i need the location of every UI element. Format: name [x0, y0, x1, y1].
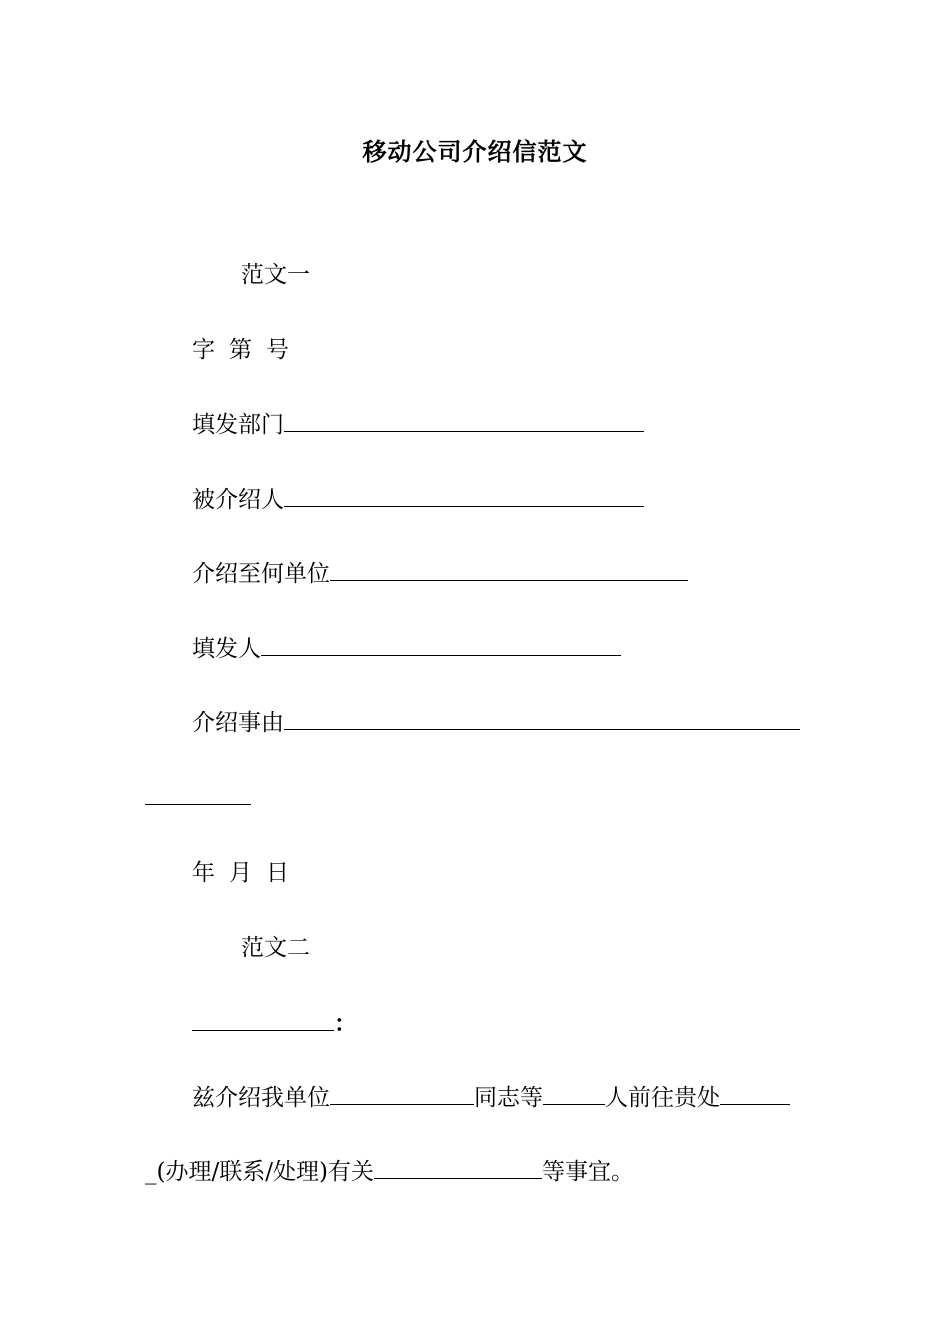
sample2-heading: 范文二 — [241, 935, 310, 961]
body-text-3: 人前往贵处 — [605, 1085, 720, 1111]
document-title: 移动公司介绍信范文 — [362, 137, 588, 166]
salutation-colon: ： — [334, 1010, 357, 1037]
unit-person-blank[interactable] — [330, 1082, 474, 1105]
body-text-5: 等事宜。 — [541, 1159, 634, 1185]
introduced-person-blank[interactable] — [284, 484, 644, 507]
number-line-ordinal: 第 — [229, 337, 252, 363]
destination-row — [192, 558, 688, 590]
sample1-heading: 范文一 — [241, 262, 310, 288]
destination-place-blank[interactable] — [720, 1082, 790, 1105]
body-text-4: _(办理/联系/处理)有关 — [145, 1159, 374, 1185]
reason-label: 介绍事由 — [192, 710, 284, 736]
body-text-1: 兹介绍我单位 — [192, 1085, 330, 1111]
reason-continuation-row — [145, 782, 251, 814]
date-month: 月 — [229, 860, 252, 886]
date-line — [192, 857, 303, 889]
person-count-blank[interactable] — [543, 1082, 605, 1105]
introduced-person-row — [192, 484, 644, 516]
destination-label: 介绍至何单位 — [192, 561, 330, 587]
reason-row — [192, 707, 800, 739]
number-line — [192, 334, 303, 366]
salutation-blank[interactable] — [192, 1008, 334, 1031]
reason-continuation-blank[interactable] — [145, 782, 251, 805]
reason-blank[interactable] — [284, 707, 800, 730]
issuer-blank[interactable] — [261, 633, 621, 656]
number-line-number: 号 — [266, 337, 289, 363]
destination-blank[interactable] — [330, 558, 688, 581]
matter-blank[interactable] — [374, 1156, 542, 1179]
salutation-row — [192, 1008, 357, 1040]
date-year: 年 — [192, 860, 215, 886]
body-line-1 — [192, 1082, 790, 1114]
number-line-word: 字 — [192, 337, 215, 363]
issuing-dept-blank[interactable] — [284, 409, 644, 432]
date-day: 日 — [266, 860, 289, 886]
issuing-dept-row — [192, 409, 644, 441]
introduced-person-label: 被介绍人 — [192, 487, 284, 513]
issuer-label: 填发人 — [192, 636, 261, 662]
body-line-2 — [145, 1156, 634, 1188]
issuing-dept-label: 填发部门 — [192, 412, 284, 438]
body-text-2: 同志等 — [474, 1085, 543, 1111]
issuer-row — [192, 633, 621, 665]
